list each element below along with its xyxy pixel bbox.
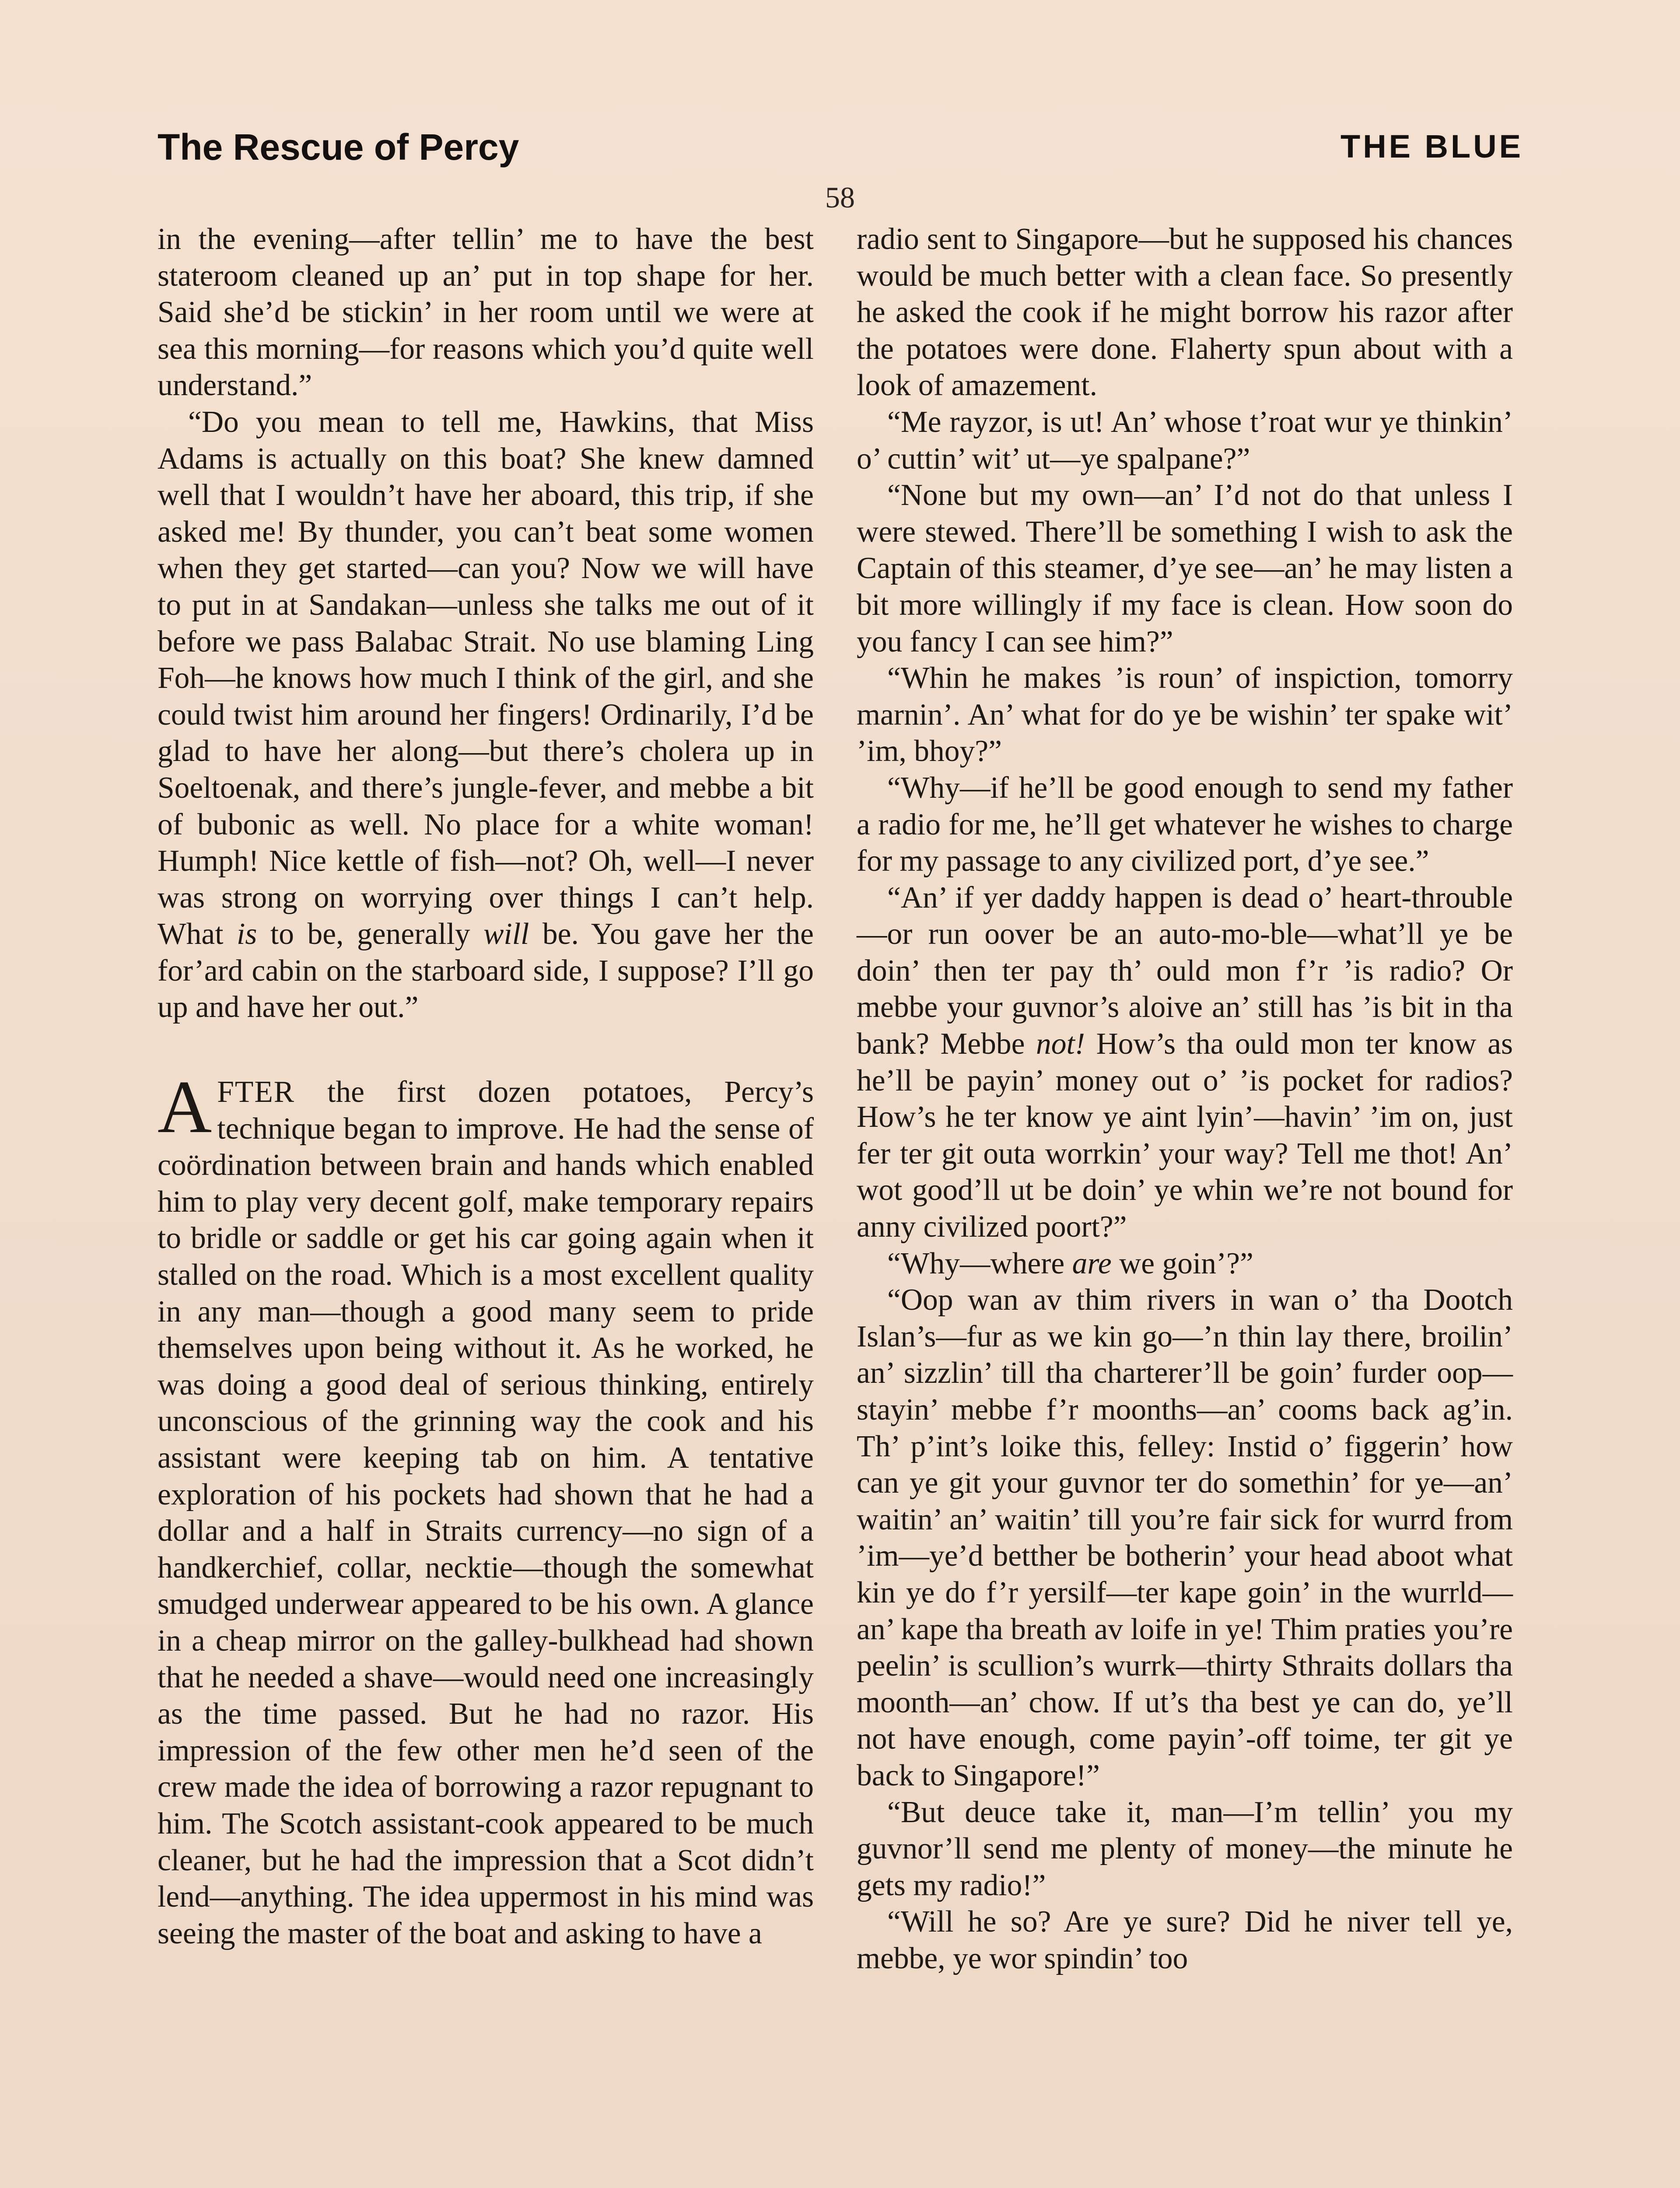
right-paragraph-5: “Why—if he’ll be good enough to send my father a radio for me, he’ll get whatever he wishes to charge for my passage to any civilized port, d’ye see.” (857, 771, 1513, 878)
italic-word: is (237, 917, 257, 951)
right-paragraph-7 (857, 1245, 1513, 1282)
drop-cap: A (158, 1066, 212, 1149)
right-paragraph-6 (857, 880, 1513, 1245)
italic-word: will (483, 917, 529, 951)
italic-word: are (1072, 1246, 1112, 1280)
right-column (857, 221, 1513, 1977)
right-paragraph-10: “Will he so? Are ye sure? Did he niver tell ye, mebbe, ye wor spindin’ too (857, 1905, 1513, 1975)
paragraph-text: to be, generally (257, 917, 484, 951)
story-title: The Rescue of Percy (158, 126, 519, 168)
left-paragraph-1: in the evening—after tellin’ me to have the best stateroom cleaned up an’ put in top shape for her. Said she’d be stickin’ in her room until we were at sea this morning—for reasons which you’d quite well understand.” (158, 222, 814, 403)
right-paragraph-9: “But deuce take it, man—I’m tellin’ you my guvnor’ll send me plenty of money—the minute he gets my radio!” (857, 1795, 1513, 1902)
small-caps-lead: FTER (217, 1075, 295, 1109)
paragraph-text: be. You gave her the for’ard cabin on the starboard side, I suppose? I’ll go up and have her out.” (158, 917, 814, 1024)
right-paragraph-4: “Whin he makes ’is roun’ of inspiction, tomorry marnin’. An’ what for do ye be wishin’ ter spake wit’ ’im, bhoy?” (857, 661, 1513, 768)
italic-word: not! (1036, 1027, 1085, 1061)
paragraph-text: How’s tha ould mon ter know as he’ll be payin’ money out o’ ’is pocket for radios? How’s he ter know ye aint lyin’—havin’ ’im on, just fer ter git outa worrkin’ your way? Tell me thot! An’ wot good’ll ut be doin’ ye whin we’re not bound for anny civilized poort?” (857, 1027, 1513, 1244)
right-paragraph-1: radio sent to Singapore—but he supposed his chances would be much better with a clean face. So presently he asked the cook if he might borrow his razor after the potatoes were done. Flaherty spun about with a look of amazement. (857, 222, 1513, 403)
right-paragraph-8: “Oop wan av thim rivers in wan o’ tha Dootch Islan’s—fur as we kin go—’n thin lay there, broilin’ an’ sizzlin’ till tha charterer’ll be goin’ furder oop—stayin’ mebbe f’r moonths—an’ cooms back ag’in. Th’ p’int’s loike this, felley: Instid o’ figgerin’ how can ye git your guvnor ter do somethin’ for ye—an’ waitin’ an’ waitin’ till you’re fair sick for wurrd from ’im—ye’d betther be botherin’ your head aboot what kin ye do f’r yersilf—ter kape goin’ in the wurrld—an’ kape tha breath av loife in ye! Thim praties you’re peelin’ is scullion’s wurrk—thirty Sthraits dollars tha moonth—an’ chow. If ut’s tha best ye can do, ye’ll not have enough, come payin’-off toime, ter git ye back to Singapore!” (857, 1283, 1513, 1792)
page-number: 58 (825, 181, 855, 214)
paragraph-text: the first dozen potatoes, Percy’s technique began to improve. He had the sense of coördination between brain and hands which enabled him to play very decent golf, make temporary repairs to bridle or saddle or get his car going again when it stalled on the road. Which is a most excellent quality in any man—though a good many seem to pride themselves upon being without it. As he worked, he was doing a good deal of serious thinking, entirely unconscious of the grinning way the cook and his assistant were keeping tab on him. A tentative exploration of his pockets had shown that he had a dollar and a half in Straits currency—no sign of a handkerchief, collar, necktie—though the somewhat smudged underwear appeared to be his own. A glance in a cheap mirror on the galley-bulkhead had shown that he needed a shave—would need one increasingly as the time passed. But he had no razor. His impression of the few other men he’d seen of the crew made the idea of borrowing a razor repugnant to him. The Scotch assistant-cook appeared to be much cleaner, but he had the impression that a Scot didn’t lend—anything. The idea uppermost in his mind was seeing the master of the boat and asking to have a (158, 1075, 814, 1950)
left-paragraph-2 (158, 404, 814, 1026)
magazine-title: THE BLUE (1340, 128, 1523, 165)
left-column (158, 221, 814, 1952)
left-paragraph-3 (158, 1066, 814, 1952)
paragraph-text: “An’ if yer daddy happen is dead o’ heart-throuble—or run oover be an auto-mo-ble—what’ll ye be doin’ then ter pay th’ ould mon f’r ’is radio? Or mebbe your guvnor’s aloive an’ still has ’is bit in tha bank? Mebbe (857, 880, 1513, 1061)
right-paragraph-3: “None but my own—an’ I’d not do that unless I were stewed. There’ll be something I wish to ask the Captain of this steamer, d’ye see—an’ he may listen a bit more willingly if my face is clean. How soon do you fancy I can see him?” (857, 478, 1513, 659)
paragraph-text: “Why—where (887, 1246, 1072, 1280)
paragraph-text: “Do you mean to tell me, Hawkins, that Miss Adams is actually on this boat? She knew damned well that I wouldn’t have her aboard, this trip, if she asked me! By thunder, you can’t beat some women when they get started—can you? Now we will have to put in at Sandakan—unless she talks me out of it before we pass Balabac Strait. No use blaming Ling Foh—he knows how much I think of the girl, and she could twist him around her fingers! Ordinarily, I’d be glad to have her along—but there’s cholera up in Soeltoenak, and there’s jungle-fever, and mebbe a bit of bubonic as well. No place for a white woman! Humph! Nice kettle of fish—not? Oh, well—I never was strong on worrying over things I can’t help. What (158, 405, 814, 951)
paragraph-text: we goin’?” (1111, 1246, 1253, 1280)
right-paragraph-2: “Me rayzor, is ut! An’ whose t’roat wur ye thinkin’ o’ cuttin’ wit’ ut—ye spalpane?” (857, 405, 1513, 476)
